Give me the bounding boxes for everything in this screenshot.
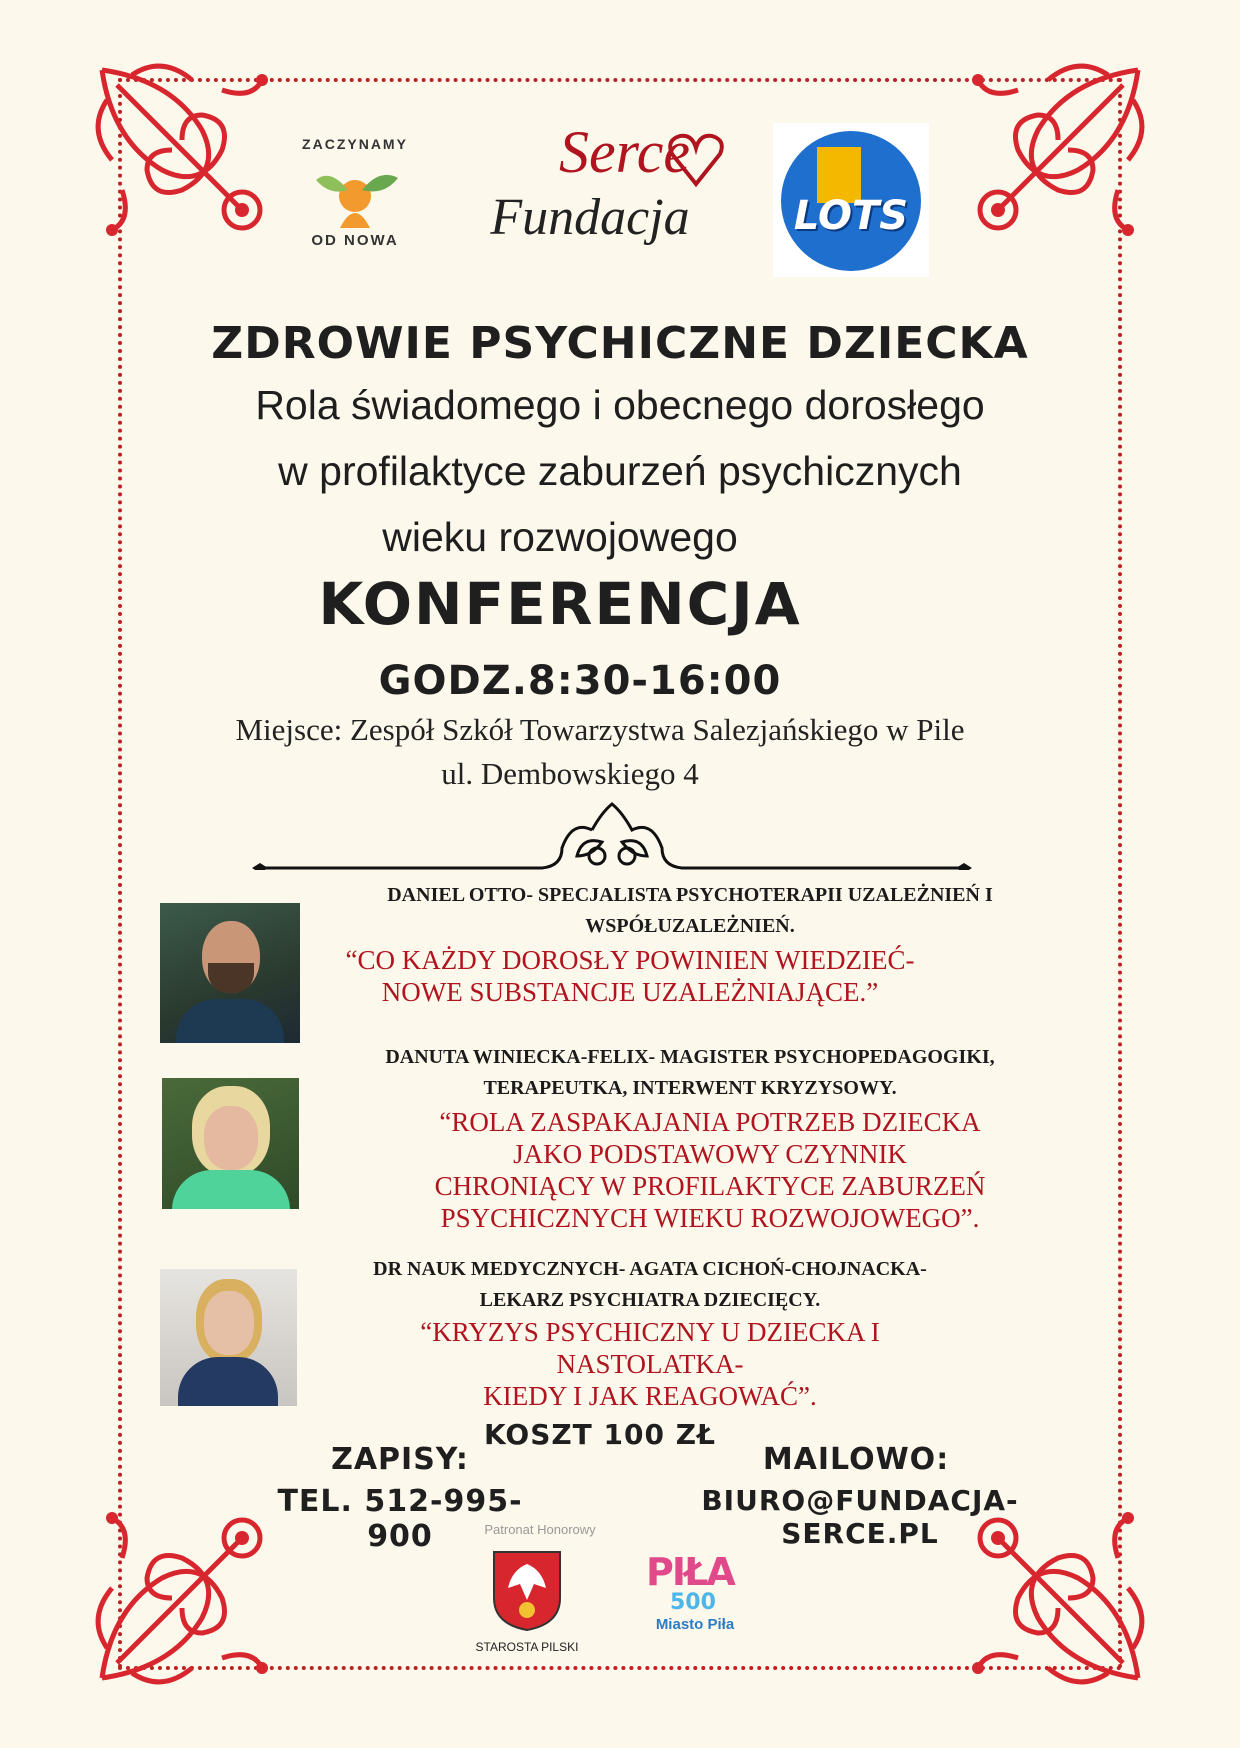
heart-icon — [666, 132, 726, 188]
speaker-2-bio-line-1: DANUTA WINIECKA-FELIX- MAGISTER PSYCHOPEDAGOGIKI, — [385, 1046, 995, 1068]
pila-label: Miasto Piła — [655, 1616, 735, 1633]
subtitle-line-2: w profilaktyce zaburzeń psychicznych — [278, 448, 962, 494]
speaker-1-bio — [300, 880, 1080, 942]
email-address[interactable]: BIURO@FUNDACJA-SERCE.PL — [701, 1484, 1019, 1550]
speaker-1-shirt — [176, 999, 284, 1043]
pila-logo-text: PIŁA — [646, 1550, 734, 1594]
speaker-1-talk-line-2: NOWE SUBSTANCJE UZALEŻNIAJĄCE.” — [381, 977, 879, 1007]
speaker-3-talk-line-2: NASTOLATKA- — [556, 1349, 744, 1379]
subtitle-line-3: wieku rozwojowego — [382, 514, 738, 560]
place-line-2: ul. Dembowskiego 4 — [441, 756, 699, 791]
email-label: MAILOWO: — [762, 1442, 950, 1477]
zaczynamy-logo-bottom: OD NOWA — [311, 232, 399, 249]
zaczynamy-logo — [280, 118, 430, 268]
speaker-2-talk-line-2: JAKO PODSTAWOWY CZYNNIK — [513, 1139, 907, 1169]
speaker-3-bio-line-2: LEKARZ PSYCHIATRA DZIECIĘCY. — [479, 1289, 821, 1311]
speaker-2-face — [204, 1106, 258, 1170]
signup-label: ZAPISY: — [331, 1442, 469, 1477]
pila-logo-number: 500 — [670, 1590, 716, 1615]
speaker-2-talk-line-4: PSYCHICZNYCH WIEKU ROZWOJOWEGO”. — [440, 1203, 980, 1233]
place-line-1: Miejsce: Zespół Szkół Towarzystwa Salezjańskiego w Pile — [235, 712, 965, 747]
lots-logo-text: LOTS — [793, 193, 909, 239]
speaker-3-bio-line-1: DR NAUK MEDYCZNYCH- AGATA CICHOŃ-CHOJNACKA- — [373, 1258, 927, 1280]
event-type: KONFERENCJA — [318, 570, 802, 638]
speaker-photo-2 — [162, 1078, 299, 1209]
subtitle-line-1: Rola świadomego i obecnego dorosłego — [255, 382, 985, 428]
pila-logo — [640, 1550, 760, 1640]
corner-ornament-top-right — [918, 60, 1148, 290]
speaker-1-beard — [208, 963, 254, 993]
speaker-2-top — [172, 1170, 290, 1209]
starosta-label: STAROSTA PILSKI — [475, 1640, 579, 1654]
speaker-3-bio — [290, 1254, 1010, 1316]
signup-phone[interactable]: TEL. 512-995-900 — [277, 1484, 523, 1554]
event-hours: GODZ.8:30-16:00 — [378, 658, 782, 704]
serce-fundacja-logo — [470, 118, 730, 268]
speaker-3-talk-line-3: KIEDY I JAK REAGOWAĆ”. — [483, 1381, 817, 1411]
speaker-2-bio-line-2: TERAPEUTKA, INTERWENT KRYZYSOWY. — [483, 1077, 897, 1099]
cost: KOSZT 100 ZŁ — [483, 1418, 717, 1451]
speaker-3-talk-line-1: “KRYZYS PSYCHICZNY U DZIECKA I — [420, 1317, 880, 1347]
patronage-label: Patronat Honorowy — [484, 1522, 596, 1537]
fundacja-logo-text: Fundacja — [490, 189, 690, 246]
divider-ornament — [252, 800, 972, 870]
speaker-1-bio-line-2: WSPÓŁUZALEŻNIEŃ. — [585, 915, 795, 937]
speaker-1-talk-line-1: “CO KAŻDY DOROSŁY POWINIEN WIEDZIEĆ- — [345, 945, 915, 975]
speaker-2-talk-line-1: “ROLA ZASPAKAJANIA POTRZEB DZIECKA — [439, 1107, 981, 1137]
speaker-3-blouse — [178, 1357, 278, 1406]
speaker-1-talk — [270, 944, 990, 1008]
lots-logo — [773, 123, 929, 277]
speaker-photo-3 — [160, 1269, 297, 1406]
speaker-2-talk — [380, 1106, 1040, 1234]
speaker-1-bio-line-1: DANIEL OTTO- SPECJALISTA PSYCHOTERAPII UZALEŻNIEŃ I — [387, 884, 993, 906]
serce-logo-text: Serce — [558, 119, 690, 185]
starosta-coat-of-arms-icon — [490, 1548, 564, 1632]
page-title: ZDROWIE PSYCHICZNE DZIECKA — [211, 318, 1029, 369]
speaker-2-talk-line-3: CHRONIĄCY W PROFILAKTYCE ZABURZEŃ — [434, 1171, 986, 1201]
speaker-3-face — [204, 1291, 254, 1355]
speaker-2-bio — [300, 1042, 1080, 1104]
speaker-3-talk — [340, 1316, 960, 1412]
zaczynamy-logo-top: ZACZYNAMY — [302, 136, 408, 152]
